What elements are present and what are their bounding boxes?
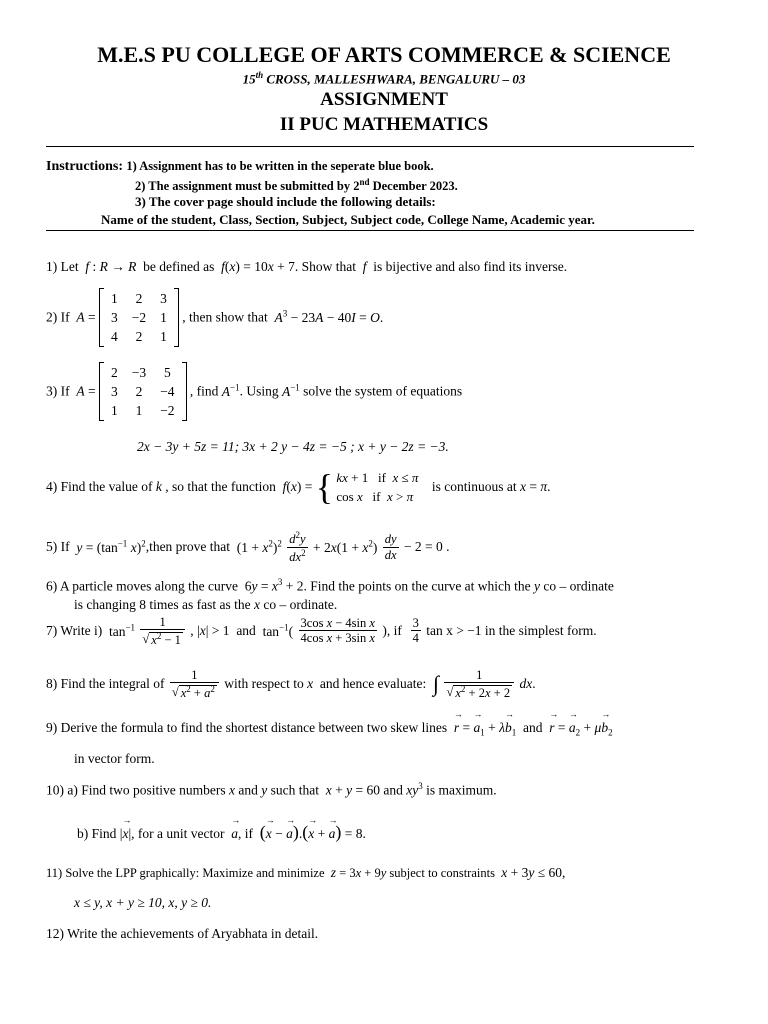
question-8: 8) Find the integral of $\frac{1}{√ x^2 + a^2}$ with respect to x and hence evaluate: ∫ $\frac{1}{√ x^2 + 2x + 2}$ dx. <box>46 668 536 700</box>
question-3-equations: 2x − 3y + 5z = 11; 3x + 2 y − 4z = −5 ; x + y − 2z = −3. <box>137 439 449 454</box>
question-9-line-2: in vector form. <box>74 751 155 766</box>
matrix-a-q3: 2 −3 5 3 2 −4 1 1 −2 <box>99 362 187 421</box>
instruction-1: 1) Assignment has to be written in the seperate blue book. <box>126 159 434 173</box>
course-title: II PUC MATHEMATICS <box>279 114 489 135</box>
question-5: 5) If $y = (\tan^{-1}$ x)$^2$,then prove that $(1 + x^2)^2$ $\frac{d^2y}{dx^2}$ + $2x(1 + x^2)$ $\frac{dy}{dx}$ − 2 = 0 . <box>46 530 450 564</box>
question-2: 2) If A = 1 2 3 3 −2 1 4 2 1 , then show that $A^3 - 23A - 40I = O$. <box>46 288 383 347</box>
question-10b: b) Find |→ x|, for a unit vector → a, if (→ x − → a).(→ x + → a) = 8. <box>77 822 366 843</box>
question-4: 4) Find the value of k , so that the function f(x) = { kx + 1 if x ≤ π cos x if x > π is continuous at x = π. <box>46 467 551 507</box>
question-10a: 10) a) Find two positive numbers x and y such that x + y = 60 and $xy^3$ is maximum. <box>46 781 497 798</box>
assignment-title: ASSIGNMENT <box>320 89 448 110</box>
question-11: 11) Solve the LPP graphically: Maximize and minimize z = 3x + 9y subject to constraints x + 3y ≤ 60, <box>46 865 566 880</box>
question-11-line-2: x ≤ y, x + y ≥ 10, x, y ≥ 0. <box>74 895 212 910</box>
instructions-label: Instructions: <box>46 159 124 174</box>
question-12: 12) Write the achievements of Aryabhata in detail. <box>46 926 319 941</box>
question-3: 3) If A = 2 −3 5 3 2 −4 1 1 −2 , find $A^{-1}$. Using $A^{-1}$ solve the system of equations <box>46 362 462 421</box>
question-7: 7) Write i) $\tan^{-1}$ $\frac{1}{√ x^2 - 1}$ , |x| > 1 and $\tan^{-1}$( $\frac{\text{3cos x − 4sin x}}{\text{4cos x + 3sin x}}$ ), if $\frac{3}{4}$ tan x > −1 in the simplest form. <box>46 615 597 647</box>
question-6: 6) A particle moves along the curve $6y = x^3 + 2$. Find the points on the curve at which the y co – ordinate <box>46 577 614 594</box>
question-9: 9) Derive the formula to find the shortest distance between two skew lines → r = → $a_1 + \lambda\to b_1$ and → r = → $a_2 + \mu\to b_2$ <box>46 720 613 738</box>
instruction-4: Name of the student, Class, Section, Subject, Subject code, College Name, Academic year. <box>101 212 595 227</box>
question-1: 1) Let f : R → R be defined as f(x) = 10x + 7. Show that f is bijective and also find its inverse. <box>46 259 568 274</box>
matrix-a-q2: 1 2 3 3 −2 1 4 2 1 <box>99 288 179 347</box>
instructions-divider <box>46 230 694 231</box>
header-divider <box>46 146 694 147</box>
college-address: 15th CROSS, MALLESHWARA, BENGALURU – 03 <box>242 70 526 87</box>
instruction-2: 2) The assignment must be submitted by 2nd December 2023. <box>135 177 458 194</box>
college-name: M.E.S PU COLLEGE OF ARTS COMMERCE & SCIENCE <box>97 42 671 67</box>
question-6-line-2: is changing 8 times as fast as the x co – ordinate. <box>74 597 338 612</box>
instruction-3: 3) The cover page should include the following details: <box>135 194 436 209</box>
instructions-block <box>46 158 434 175</box>
